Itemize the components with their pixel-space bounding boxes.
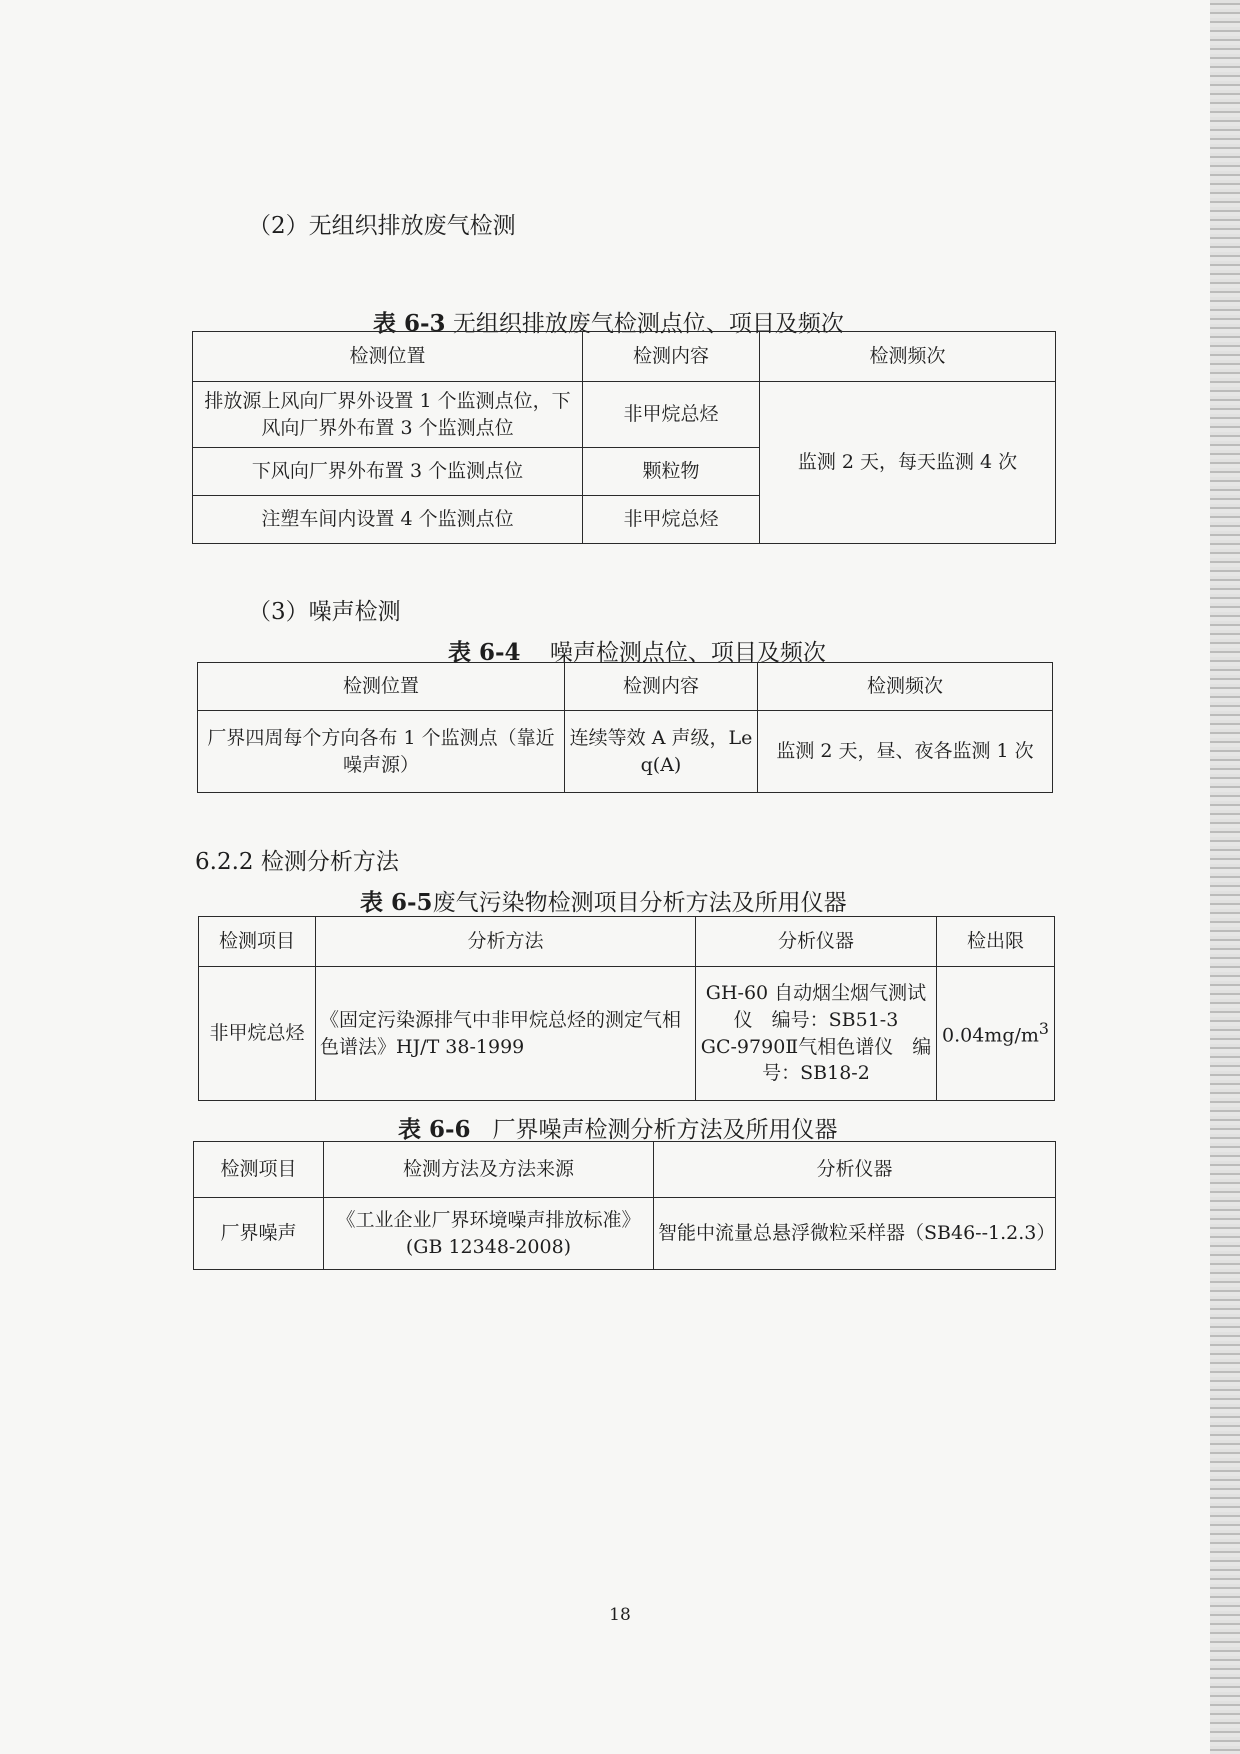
header-cell: 检测频次 bbox=[760, 332, 1056, 382]
scan-edge-shadow bbox=[1210, 0, 1240, 1754]
page-number: 18 bbox=[609, 1605, 631, 1625]
content-cell: 连续等效 A 声级，Leq(A) bbox=[565, 711, 758, 793]
detection-limit-cell bbox=[937, 967, 1055, 1101]
instrument-line: GC-9790Ⅱ气相色谱仪 编号：SB18-2 bbox=[700, 1035, 932, 1085]
instrument-cell bbox=[696, 967, 937, 1101]
header-cell: 分析仪器 bbox=[696, 917, 937, 967]
frequency-cell: 监测 2 天，昼、夜各监测 1 次 bbox=[758, 711, 1053, 793]
table-6-4 bbox=[197, 662, 1053, 793]
table-6-5-caption bbox=[360, 884, 847, 917]
table-row bbox=[199, 967, 1055, 1101]
table-6-5-title: 废气污染物检测项目分析方法及所用仪器 bbox=[432, 890, 847, 916]
section-heading-methods: 6.2.2 检测分析方法 bbox=[195, 849, 399, 875]
header-cell: 检测项目 bbox=[199, 917, 316, 967]
header-cell: 检测频次 bbox=[758, 663, 1053, 711]
table-row bbox=[194, 1198, 1056, 1270]
detection-limit-value: 0.04mg/m bbox=[942, 1024, 1039, 1047]
table-header-row bbox=[198, 663, 1053, 711]
header-cell: 检测位置 bbox=[198, 663, 565, 711]
header-cell: 检测项目 bbox=[194, 1142, 324, 1198]
instrument-line: GH-60 自动烟尘烟气测试仪 编号：SB51-3 bbox=[705, 982, 927, 1031]
table-6-4-title: 噪声检测点位、项目及频次 bbox=[549, 640, 826, 666]
method-cell: 《固定污染源排气中非甲烷总烃的测定气相色谱法》HJ/T 38-1999 bbox=[316, 967, 696, 1101]
location-cell: 厂界四周每个方向各布 1 个监测点（靠近噪声源） bbox=[198, 711, 565, 793]
table-6-3-label: 表 6-3 bbox=[373, 310, 446, 337]
table-6-5 bbox=[198, 916, 1055, 1101]
table-6-6-label: 表 6-6 bbox=[398, 1116, 471, 1143]
item-cell: 非甲烷总烃 bbox=[199, 967, 316, 1101]
content-cell: 非甲烷总烃 bbox=[583, 496, 760, 544]
frequency-cell: 监测 2 天，每天监测 4 次 bbox=[760, 382, 1056, 544]
method-cell: 《工业企业厂界环境噪声排放标准》(GB 12348-2008) bbox=[324, 1198, 654, 1270]
location-cell: 排放源上风向厂界外设置 1 个监测点位，下风向厂界外布置 3 个监测点位 bbox=[193, 382, 583, 448]
header-cell: 分析仪器 bbox=[654, 1142, 1056, 1198]
table-6-3-title: 无组织排放废气检测点位、项目及频次 bbox=[452, 311, 844, 337]
table-6-3 bbox=[192, 331, 1056, 544]
item-cell: 厂界噪声 bbox=[194, 1198, 324, 1270]
content-cell: 非甲烷总烃 bbox=[583, 382, 760, 448]
detection-limit-unit-exponent: 3 bbox=[1038, 1019, 1049, 1039]
header-cell: 检测内容 bbox=[565, 663, 758, 711]
instrument-cell: 智能中流量总悬浮微粒采样器（SB46--1.2.3） bbox=[654, 1198, 1056, 1270]
content-cell: 颗粒物 bbox=[583, 448, 760, 496]
table-row bbox=[193, 382, 1056, 448]
table-header-row bbox=[199, 917, 1055, 967]
table-header-row bbox=[194, 1142, 1056, 1198]
header-cell: 分析方法 bbox=[316, 917, 696, 967]
header-cell: 检测方法及方法来源 bbox=[324, 1142, 654, 1198]
header-cell: 检出限 bbox=[937, 917, 1055, 967]
header-cell: 检测位置 bbox=[193, 332, 583, 382]
header-cell: 检测内容 bbox=[583, 332, 760, 382]
table-6-4-label: 表 6-4 bbox=[448, 639, 521, 666]
table-6-5-label: 表 6-5 bbox=[360, 889, 433, 916]
location-cell: 下风向厂界外布置 3 个监测点位 bbox=[193, 448, 583, 496]
location-cell: 注塑车间内设置 4 个监测点位 bbox=[193, 496, 583, 544]
section-heading-exhaust: （2）无组织排放废气检测 bbox=[248, 213, 516, 239]
section-heading-noise: （3）噪声检测 bbox=[248, 599, 401, 625]
table-header-row bbox=[193, 332, 1056, 382]
table-6-6-title: 厂界噪声检测分析方法及所用仪器 bbox=[492, 1117, 838, 1143]
table-6-6-caption bbox=[398, 1111, 838, 1144]
table-6-6 bbox=[193, 1141, 1056, 1270]
table-row bbox=[198, 711, 1053, 793]
